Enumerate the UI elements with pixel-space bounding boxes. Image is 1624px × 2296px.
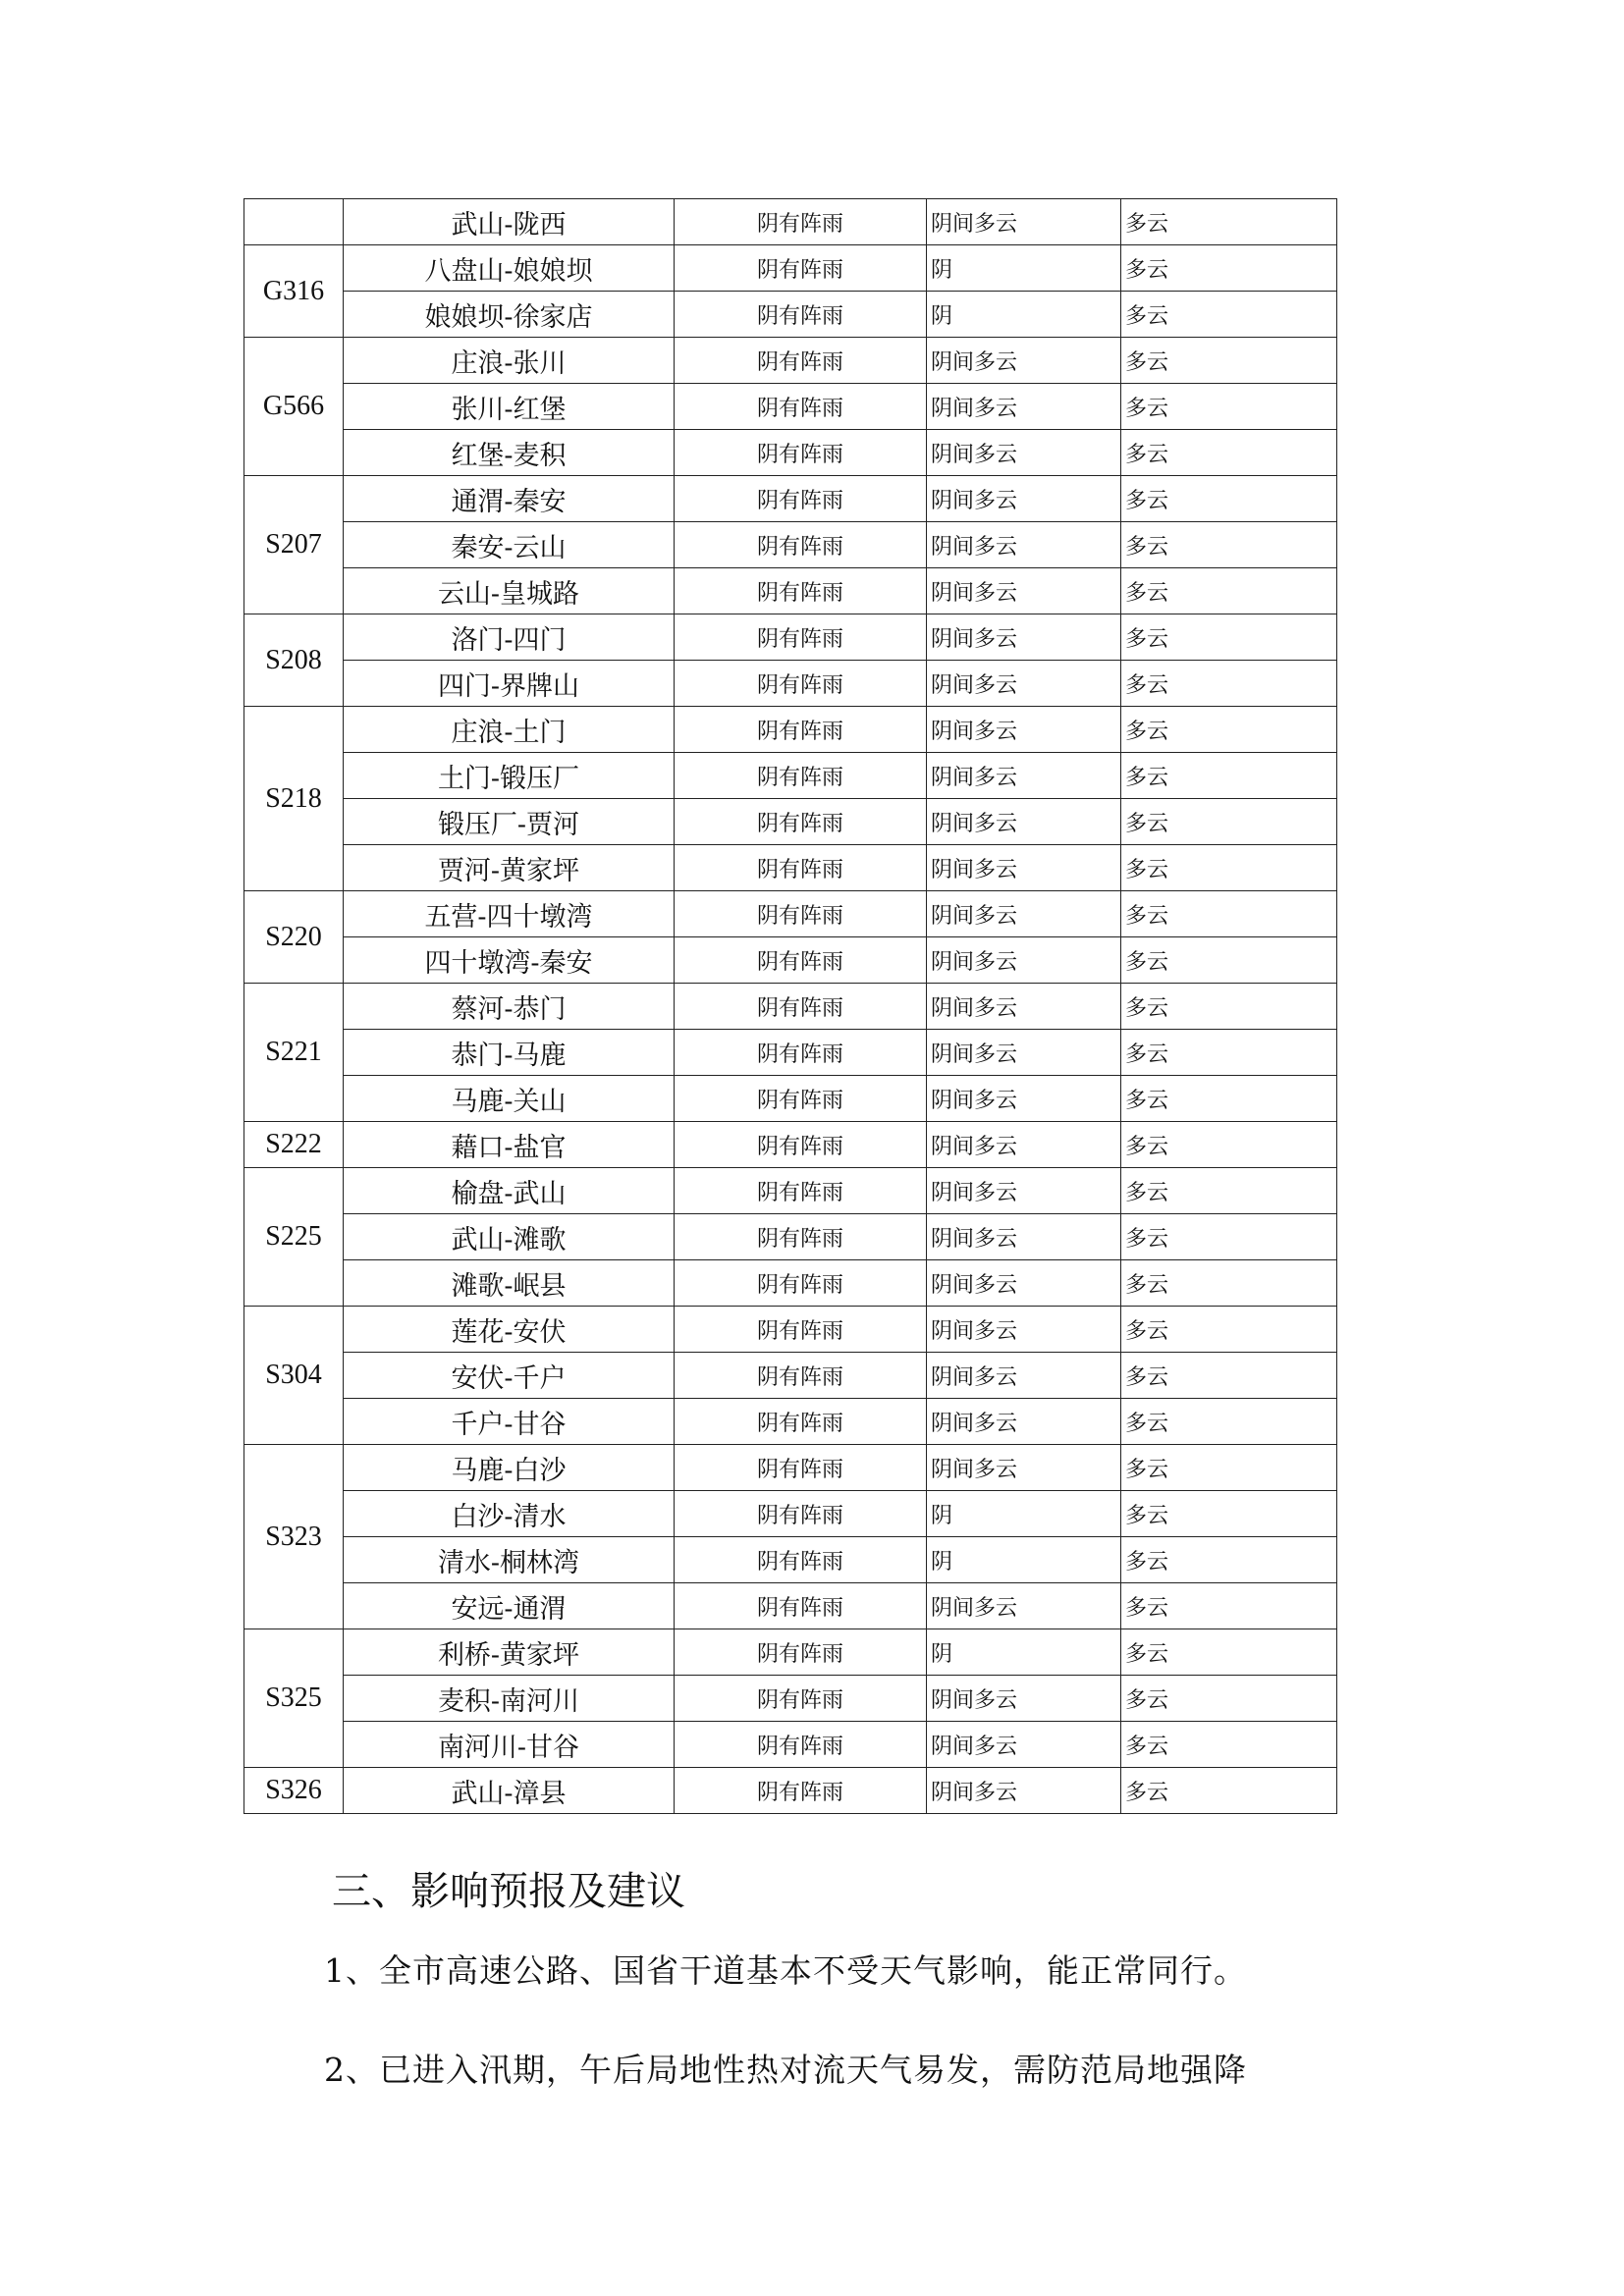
- table-row: [244, 1768, 1337, 1814]
- weather-cell-2: 阴间多云: [927, 338, 1121, 384]
- weather-cell-3: 多云: [1121, 522, 1337, 568]
- weather-cell-3: 多云: [1121, 1353, 1337, 1399]
- segment-cell: 四门-界牌山: [344, 661, 675, 707]
- advice-paragraph-2: 2、已进入汛期，午后局地性热对流天气易发，需防范局地强降: [324, 2051, 1247, 2089]
- weather-cell-2: 阴间多云: [927, 1768, 1121, 1814]
- weather-cell-3: 多云: [1121, 1629, 1337, 1676]
- weather-cell-2: 阴间多云: [927, 384, 1121, 430]
- table-row: [244, 1583, 1337, 1629]
- road-code-cell: S225: [244, 1168, 344, 1307]
- segment-cell: 娘娘坝-徐家店: [344, 292, 675, 338]
- table-row: [244, 937, 1337, 984]
- weather-cell-3: 多云: [1121, 1676, 1337, 1722]
- weather-cell-3: 多云: [1121, 1260, 1337, 1307]
- weather-cell-1: 阴有阵雨: [675, 1122, 927, 1168]
- segment-cell: 贾河-黄家坪: [344, 845, 675, 891]
- weather-cell-2: 阴间多云: [927, 1583, 1121, 1629]
- weather-cell-2: 阴: [927, 1629, 1121, 1676]
- weather-cell-2: 阴: [927, 1537, 1121, 1583]
- segment-cell: 马鹿-关山: [344, 1076, 675, 1122]
- table-row: [244, 1537, 1337, 1583]
- weather-cell-1: 阴有阵雨: [675, 199, 927, 245]
- weather-cell-1: 阴有阵雨: [675, 845, 927, 891]
- road-code-cell: S208: [244, 614, 344, 707]
- weather-cell-3: 多云: [1121, 799, 1337, 845]
- weather-cell-3: 多云: [1121, 338, 1337, 384]
- weather-cell-1: 阴有阵雨: [675, 707, 927, 753]
- road-code-cell: S222: [244, 1122, 344, 1168]
- weather-cell-1: 阴有阵雨: [675, 292, 927, 338]
- weather-cell-1: 阴有阵雨: [675, 522, 927, 568]
- weather-cell-2: 阴间多云: [927, 661, 1121, 707]
- table-row: [244, 1076, 1337, 1122]
- weather-cell-3: 多云: [1121, 937, 1337, 984]
- segment-cell: 南河川-甘谷: [344, 1722, 675, 1768]
- weather-cell-3: 多云: [1121, 1722, 1337, 1768]
- weather-cell-1: 阴有阵雨: [675, 984, 927, 1030]
- weather-cell-3: 多云: [1121, 845, 1337, 891]
- weather-cell-1: 阴有阵雨: [675, 1168, 927, 1214]
- weather-cell-1: 阴有阵雨: [675, 1768, 927, 1814]
- road-code-cell: S304: [244, 1307, 344, 1445]
- weather-cell-3: 多云: [1121, 984, 1337, 1030]
- weather-cell-3: 多云: [1121, 1491, 1337, 1537]
- weather-cell-3: 多云: [1121, 1076, 1337, 1122]
- weather-cell-3: 多云: [1121, 1583, 1337, 1629]
- weather-cell-3: 多云: [1121, 568, 1337, 614]
- weather-cell-2: 阴间多云: [927, 891, 1121, 937]
- weather-cell-2: 阴间多云: [927, 1030, 1121, 1076]
- weather-cell-1: 阴有阵雨: [675, 1260, 927, 1307]
- weather-cell-1: 阴有阵雨: [675, 661, 927, 707]
- segment-cell: 武山-陇西: [344, 199, 675, 245]
- weather-cell-3: 多云: [1121, 199, 1337, 245]
- weather-cell-1: 阴有阵雨: [675, 384, 927, 430]
- weather-cell-3: 多云: [1121, 245, 1337, 292]
- weather-cell-2: 阴: [927, 245, 1121, 292]
- table-row: [244, 1399, 1337, 1445]
- weather-cell-1: 阴有阵雨: [675, 476, 927, 522]
- weather-cell-3: 多云: [1121, 753, 1337, 799]
- weather-cell-1: 阴有阵雨: [675, 891, 927, 937]
- weather-cell-2: 阴间多云: [927, 1214, 1121, 1260]
- weather-cell-3: 多云: [1121, 430, 1337, 476]
- weather-cell-1: 阴有阵雨: [675, 1399, 927, 1445]
- segment-cell: 洛门-四门: [344, 614, 675, 661]
- road-code-cell: G566: [244, 338, 344, 476]
- weather-cell-2: 阴间多云: [927, 1722, 1121, 1768]
- weather-cell-2: 阴间多云: [927, 1122, 1121, 1168]
- table-row: [244, 522, 1337, 568]
- segment-cell: 千户-甘谷: [344, 1399, 675, 1445]
- weather-cell-3: 多云: [1121, 1768, 1337, 1814]
- weather-cell-2: 阴: [927, 292, 1121, 338]
- table-row: [244, 614, 1337, 661]
- segment-cell: 马鹿-白沙: [344, 1445, 675, 1491]
- table-row: [244, 1122, 1337, 1168]
- weather-cell-1: 阴有阵雨: [675, 937, 927, 984]
- segment-cell: 藉口-盐官: [344, 1122, 675, 1168]
- weather-cell-2: 阴间多云: [927, 1353, 1121, 1399]
- table-row: [244, 338, 1337, 384]
- weather-cell-1: 阴有阵雨: [675, 1307, 927, 1353]
- segment-cell: 白沙-清水: [344, 1491, 675, 1537]
- weather-cell-2: 阴间多云: [927, 1168, 1121, 1214]
- weather-cell-1: 阴有阵雨: [675, 245, 927, 292]
- weather-cell-2: 阴: [927, 1491, 1121, 1537]
- road-code-cell: G316: [244, 245, 344, 338]
- weather-cell-1: 阴有阵雨: [675, 1353, 927, 1399]
- weather-cell-3: 多云: [1121, 707, 1337, 753]
- segment-cell: 麦积-南河川: [344, 1676, 675, 1722]
- weather-cell-3: 多云: [1121, 614, 1337, 661]
- table-row: [244, 568, 1337, 614]
- table-row: [244, 799, 1337, 845]
- road-code-cell: S220: [244, 891, 344, 984]
- segment-cell: 红堡-麦积: [344, 430, 675, 476]
- table-row: [244, 845, 1337, 891]
- segment-cell: 锻压厂-贾河: [344, 799, 675, 845]
- weather-cell-1: 阴有阵雨: [675, 568, 927, 614]
- table-row: [244, 707, 1337, 753]
- road-code-cell: S323: [244, 1445, 344, 1629]
- weather-cell-2: 阴间多云: [927, 1445, 1121, 1491]
- table-row: [244, 891, 1337, 937]
- segment-cell: 莲花-安伏: [344, 1307, 675, 1353]
- weather-cell-2: 阴间多云: [927, 1307, 1121, 1353]
- weather-cell-2: 阴间多云: [927, 753, 1121, 799]
- weather-cell-1: 阴有阵雨: [675, 1491, 927, 1537]
- weather-cell-1: 阴有阵雨: [675, 1676, 927, 1722]
- table-row: [244, 292, 1337, 338]
- table-row: [244, 1307, 1337, 1353]
- segment-cell: 滩歌-岷县: [344, 1260, 675, 1307]
- weather-cell-3: 多云: [1121, 1537, 1337, 1583]
- weather-cell-2: 阴间多云: [927, 1676, 1121, 1722]
- table-row: [244, 384, 1337, 430]
- weather-cell-1: 阴有阵雨: [675, 430, 927, 476]
- segment-cell: 安伏-千户: [344, 1353, 675, 1399]
- weather-cell-2: 阴间多云: [927, 1260, 1121, 1307]
- weather-cell-2: 阴间多云: [927, 522, 1121, 568]
- weather-cell-2: 阴间多云: [927, 707, 1121, 753]
- weather-cell-2: 阴间多云: [927, 430, 1121, 476]
- road-code-cell: S326: [244, 1768, 344, 1814]
- table-body: [244, 199, 1337, 1814]
- weather-cell-1: 阴有阵雨: [675, 1030, 927, 1076]
- table-row: [244, 476, 1337, 522]
- weather-cell-3: 多云: [1121, 1122, 1337, 1168]
- segment-cell: 蔡河-恭门: [344, 984, 675, 1030]
- weather-cell-1: 阴有阵雨: [675, 753, 927, 799]
- segment-cell: 庄浪-张川: [344, 338, 675, 384]
- table-row: [244, 1214, 1337, 1260]
- segment-cell: 四十墩湾-秦安: [344, 937, 675, 984]
- table-row: [244, 245, 1337, 292]
- advice-paragraph-1: 1、全市高速公路、国省干道基本不受天气影响，能正常同行。: [324, 1951, 1247, 1990]
- weather-cell-1: 阴有阵雨: [675, 1214, 927, 1260]
- weather-cell-2: 阴间多云: [927, 937, 1121, 984]
- table-row: [244, 1260, 1337, 1307]
- weather-cell-2: 阴间多云: [927, 476, 1121, 522]
- weather-cell-3: 多云: [1121, 1168, 1337, 1214]
- segment-cell: 土门-锻压厂: [344, 753, 675, 799]
- road-code-cell: S207: [244, 476, 344, 614]
- segment-cell: 清水-桐林湾: [344, 1537, 675, 1583]
- weather-cell-1: 阴有阵雨: [675, 338, 927, 384]
- weather-cell-2: 阴间多云: [927, 568, 1121, 614]
- table-row: [244, 1491, 1337, 1537]
- table-row: [244, 1168, 1337, 1214]
- weather-cell-3: 多云: [1121, 891, 1337, 937]
- weather-cell-3: 多云: [1121, 1030, 1337, 1076]
- weather-cell-3: 多云: [1121, 384, 1337, 430]
- weather-cell-3: 多云: [1121, 292, 1337, 338]
- weather-cell-3: 多云: [1121, 1214, 1337, 1260]
- table-row: [244, 984, 1337, 1030]
- weather-cell-3: 多云: [1121, 1445, 1337, 1491]
- weather-cell-1: 阴有阵雨: [675, 1722, 927, 1768]
- segment-cell: 八盘山-娘娘坝: [344, 245, 675, 292]
- weather-cell-1: 阴有阵雨: [675, 1076, 927, 1122]
- weather-cell-1: 阴有阵雨: [675, 1583, 927, 1629]
- segment-cell: 通渭-秦安: [344, 476, 675, 522]
- table-row: [244, 1030, 1337, 1076]
- weather-cell-1: 阴有阵雨: [675, 1445, 927, 1491]
- road-code-cell: S221: [244, 984, 344, 1122]
- weather-cell-2: 阴间多云: [927, 845, 1121, 891]
- segment-cell: 秦安-云山: [344, 522, 675, 568]
- weather-cell-2: 阴间多云: [927, 1076, 1121, 1122]
- table-row: [244, 1722, 1337, 1768]
- segment-cell: 利桥-黄家坪: [344, 1629, 675, 1676]
- segment-cell: 庄浪-土门: [344, 707, 675, 753]
- segment-cell: 恭门-马鹿: [344, 1030, 675, 1076]
- weather-cell-2: 阴间多云: [927, 1399, 1121, 1445]
- weather-cell-3: 多云: [1121, 1307, 1337, 1353]
- weather-cell-1: 阴有阵雨: [675, 799, 927, 845]
- table-row: [244, 1629, 1337, 1676]
- road-weather-table: [244, 198, 1337, 1814]
- table-row: [244, 199, 1337, 245]
- road-code-cell: S325: [244, 1629, 344, 1768]
- table-row: [244, 753, 1337, 799]
- weather-cell-1: 阴有阵雨: [675, 614, 927, 661]
- weather-cell-3: 多云: [1121, 476, 1337, 522]
- section-heading: 三、影响预报及建议: [332, 1869, 685, 1914]
- road-code-cell: [244, 199, 344, 245]
- weather-cell-1: 阴有阵雨: [675, 1537, 927, 1583]
- weather-cell-3: 多云: [1121, 1399, 1337, 1445]
- weather-cell-3: 多云: [1121, 661, 1337, 707]
- segment-cell: 武山-漳县: [344, 1768, 675, 1814]
- weather-cell-2: 阴间多云: [927, 984, 1121, 1030]
- weather-cell-2: 阴间多云: [927, 799, 1121, 845]
- table-row: [244, 1676, 1337, 1722]
- segment-cell: 五营-四十墩湾: [344, 891, 675, 937]
- segment-cell: 武山-滩歌: [344, 1214, 675, 1260]
- weather-cell-2: 阴间多云: [927, 199, 1121, 245]
- segment-cell: 云山-皇城路: [344, 568, 675, 614]
- table-row: [244, 1353, 1337, 1399]
- table-row: [244, 430, 1337, 476]
- weather-cell-2: 阴间多云: [927, 614, 1121, 661]
- weather-cell-1: 阴有阵雨: [675, 1629, 927, 1676]
- segment-cell: 榆盘-武山: [344, 1168, 675, 1214]
- table-row: [244, 661, 1337, 707]
- segment-cell: 张川-红堡: [344, 384, 675, 430]
- segment-cell: 安远-通渭: [344, 1583, 675, 1629]
- road-code-cell: S218: [244, 707, 344, 891]
- table-row: [244, 1445, 1337, 1491]
